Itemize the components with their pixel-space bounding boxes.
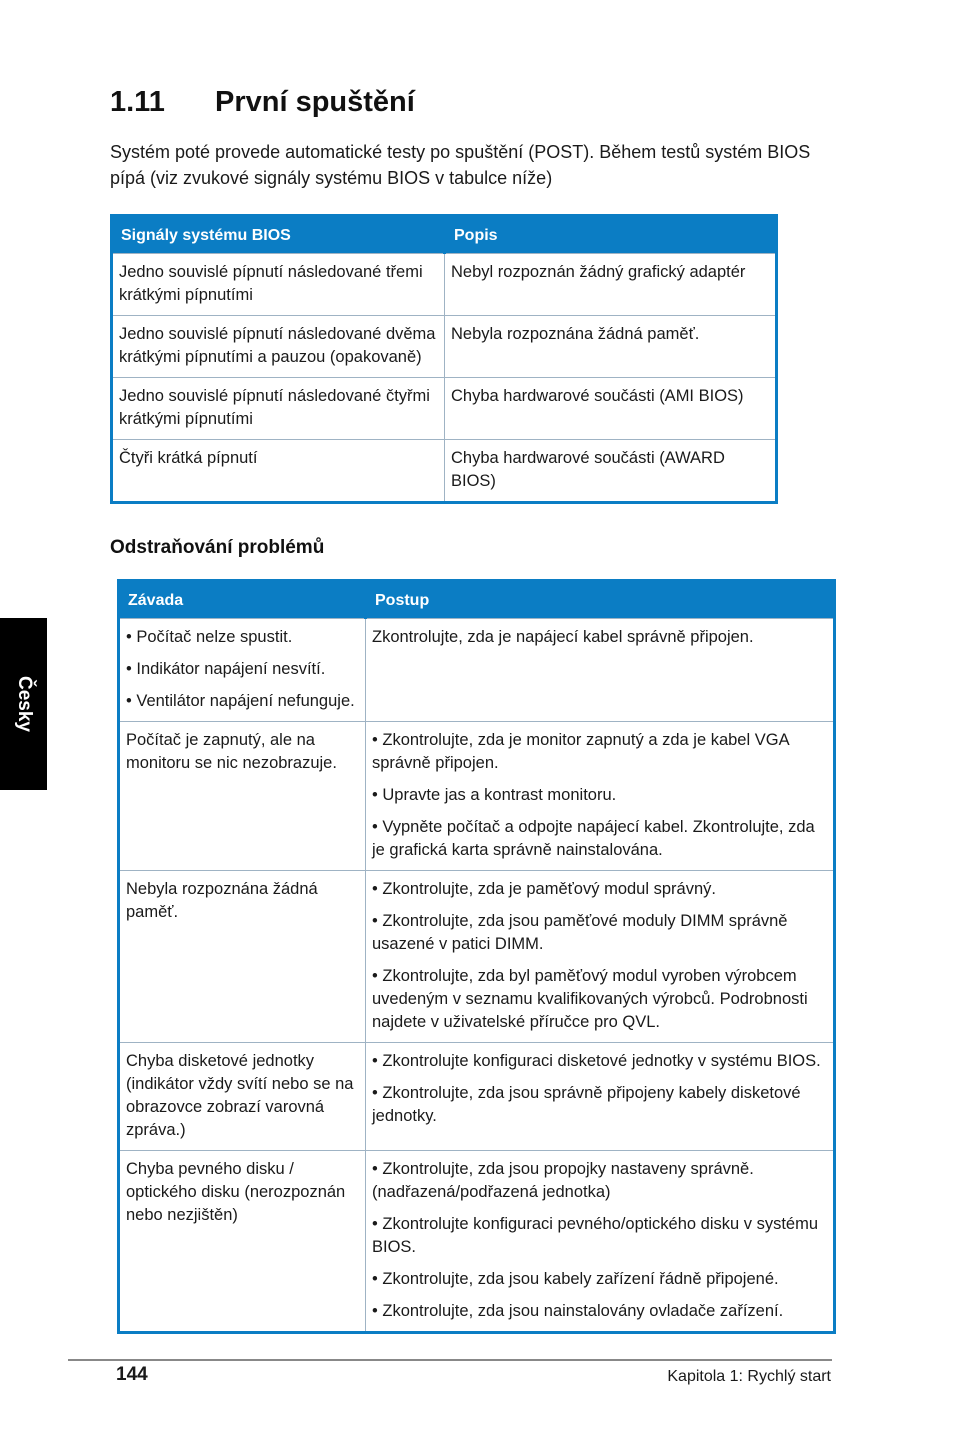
fault-cell — [119, 722, 366, 871]
footer-divider — [68, 1359, 832, 1361]
table-row — [112, 440, 777, 503]
fault-cell — [119, 1151, 366, 1333]
intro-paragraph: Systém poté provede automatické testy po spuštění (POST). Během testů systém BIOS pípá (viz zvukové signály systému BIOS v tabulce níže) — [110, 142, 811, 188]
table-row — [119, 619, 835, 722]
fault-item: Chyba pevného disku / optického disku (nerozpoznán nebo nezjištěn) — [126, 1160, 346, 1224]
fault-cell — [119, 619, 366, 722]
column-header: Signály systému BIOS — [112, 216, 445, 254]
steps-cell — [366, 1151, 835, 1333]
fault-item: • Ventilátor napájení nefunguje. — [126, 692, 355, 710]
language-tab — [0, 618, 47, 790]
step-item: • Zkontrolujte, zda jsou nainstalovány ovladače zařízení. — [372, 1302, 784, 1320]
fault-item: Nebyla rozpoznána žádná paměť. — [126, 880, 318, 921]
table-header-row — [112, 216, 777, 254]
step-item: • Upravte jas a kontrast monitoru. — [372, 786, 617, 804]
table-row — [112, 378, 777, 440]
table-row — [119, 1151, 835, 1333]
page-number: 144 — [116, 1364, 148, 1385]
column-header: Popis — [445, 216, 777, 254]
step-item: • Zkontrolujte konfiguraci disketové jednotky v systému BIOS. — [372, 1052, 821, 1070]
table-cell: Nebyl rozpoznán žádný grafický adaptér — [445, 254, 777, 316]
step-item: • Zkontrolujte, zda jsou správně připojeny kabely disketové jednotky. — [372, 1084, 801, 1125]
table-row — [119, 1043, 835, 1151]
table-row — [119, 722, 835, 871]
table-cell: Jedno souvislé pípnutí následované třemi krátkými pípnutími — [112, 254, 445, 316]
step-item: • Zkontrolujte, zda jsou kabely zařízení řádně připojené. — [372, 1270, 779, 1288]
step-item: • Zkontrolujte, zda jsou propojky nastaveny správně. (nadřazená/podřazená jednotka) — [372, 1160, 754, 1201]
steps-cell — [366, 619, 835, 722]
fault-cell — [119, 1043, 366, 1151]
step-item: • Vypněte počítač a odpojte napájecí kabel. Zkontrolujte, zda je grafická karta správně nainstalována. — [372, 818, 815, 859]
step-item: • Zkontrolujte, zda byl paměťový modul vyroben výrobcem uvedeným v seznamu kvalifikovaných výrobců. Podrobnosti najdete v uživatelské příručce pro QVL. — [372, 967, 808, 1031]
table-row — [112, 254, 777, 316]
table-cell: Nebyla rozpoznána žádná paměť. — [445, 316, 777, 378]
column-header: Závada — [119, 581, 366, 619]
table-cell: Jedno souvislé pípnutí následované dvěma krátkými pípnutími a pauzou (opakovaně) — [112, 316, 445, 378]
table-row — [119, 871, 835, 1043]
table-cell: Jedno souvislé pípnutí následované čtyřmi krátkými pípnutími — [112, 378, 445, 440]
section-title: První spuštění — [215, 86, 415, 118]
section-number: 1.11 — [110, 86, 165, 118]
fault-cell — [119, 871, 366, 1043]
fault-item: • Počítač nelze spustit. — [126, 628, 293, 646]
language-tab-label: Česky — [13, 676, 35, 732]
step-item: • Zkontrolujte, zda je monitor zapnutý a zda je kabel VGA správně připojen. — [372, 731, 789, 772]
fault-item: • Indikátor napájení nesvítí. — [126, 660, 326, 678]
steps-cell — [366, 871, 835, 1043]
step-item: Zkontrolujte, zda je napájecí kabel správně připojen. — [372, 628, 754, 646]
table-cell: Čtyři krátká pípnutí — [112, 440, 445, 503]
section-heading — [110, 86, 415, 119]
table-cell: Chyba hardwarové součásti (AWARD BIOS) — [445, 440, 777, 503]
step-item: • Zkontrolujte, zda jsou paměťové moduly DIMM správně usazené v patici DIMM. — [372, 912, 788, 953]
chapter-label: Kapitola 1: Rychlý start — [667, 1368, 831, 1385]
steps-cell — [366, 722, 835, 871]
fault-item: Chyba disketové jednotky (indikátor vždy svítí nebo se na obrazovce zobrazí varovná zpráva.) — [126, 1052, 354, 1139]
step-item: • Zkontrolujte konfiguraci pevného/optického disku v systému BIOS. — [372, 1215, 819, 1256]
step-item: • Zkontrolujte, zda je paměťový modul správný. — [372, 880, 716, 898]
steps-cell — [366, 1043, 835, 1151]
bios-signals-table — [110, 214, 778, 504]
troubleshooting-heading: Odstraňování problémů — [110, 537, 325, 558]
table-header-row — [119, 581, 835, 619]
table-row — [112, 316, 777, 378]
column-header: Postup — [366, 581, 835, 619]
table-cell: Chyba hardwarové součásti (AMI BIOS) — [445, 378, 777, 440]
fault-item: Počítač je zapnutý, ale na monitoru se nic nezobrazuje. — [126, 731, 337, 772]
troubleshooting-table — [117, 579, 836, 1334]
